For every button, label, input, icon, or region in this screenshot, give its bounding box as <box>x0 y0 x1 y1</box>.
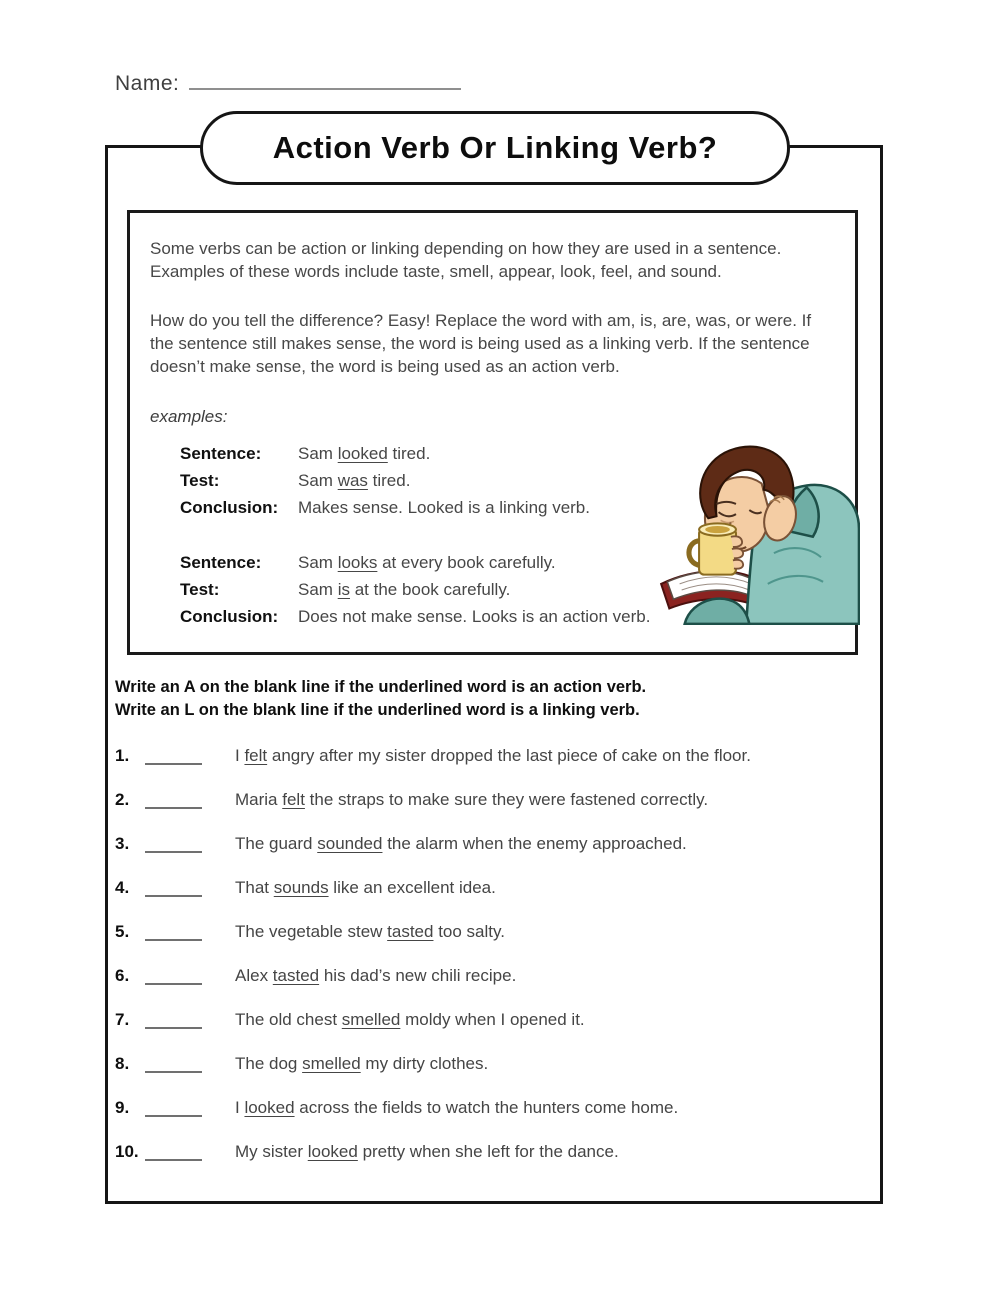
example-row-label: Conclusion: <box>180 497 279 517</box>
question-number: 6. <box>115 966 130 985</box>
answer-blank-line[interactable] <box>145 750 202 765</box>
example-row-label: Test: <box>180 579 220 599</box>
question-row <box>115 1096 860 1119</box>
question-number: 10. <box>115 1142 139 1161</box>
underlined-word: smelled <box>341 1010 401 1029</box>
name-row <box>115 72 461 96</box>
answer-blank-line[interactable] <box>145 1102 202 1117</box>
answer-blank-line[interactable] <box>145 1014 202 1029</box>
question-number: 3. <box>115 834 130 853</box>
example-row-text: Sam looked tired. <box>298 443 431 463</box>
question-sentence: I felt angry after my sister dropped the last piece of cake on the floor. <box>235 746 751 765</box>
questions-list <box>115 744 860 1184</box>
example-row-label: Sentence: <box>180 552 262 572</box>
question-number: 2. <box>115 790 130 809</box>
underlined-word: is <box>337 579 350 599</box>
mug-icon <box>689 523 743 574</box>
intro-paragraph-2: How do you tell the difference? Easy! Replace the word with am, is, are, was, or were. If the sentence still makes sense, the word is being used as a linking verb. If the sentence doesn’t make sense, the word is being used as an action verb. <box>150 311 812 377</box>
question-row <box>115 876 860 899</box>
answer-blank-line[interactable] <box>145 970 202 985</box>
underlined-word: felt <box>244 746 268 765</box>
question-row <box>115 832 860 855</box>
answer-blank-line[interactable] <box>145 1146 202 1161</box>
directions-line-2: Write an L on the blank line if the underlined word is a linking verb. <box>115 701 640 719</box>
underlined-word: tasted <box>387 922 434 941</box>
answer-blank-line[interactable] <box>145 1058 202 1073</box>
directions <box>115 676 646 722</box>
question-number: 5. <box>115 922 130 941</box>
examples-label: examples: <box>150 406 228 426</box>
question-row <box>115 744 860 767</box>
page-title: Action Verb Or Linking Verb? <box>272 130 718 165</box>
question-sentence: That sounds like an excellent idea. <box>235 878 496 897</box>
question-number: 8. <box>115 1054 130 1073</box>
question-row <box>115 1008 860 1031</box>
question-sentence: The vegetable stew tasted too salty. <box>235 922 505 941</box>
title-pill <box>200 111 790 185</box>
answer-blank-line[interactable] <box>145 926 202 941</box>
example-row-label: Conclusion: <box>180 606 279 626</box>
intro-paragraph-1: Some verbs can be action or linking depending on how they are used in a sentence. Examples of these words include taste, smell, appear, look, feel, and sound. <box>150 239 782 282</box>
question-sentence: The dog smelled my dirty clothes. <box>235 1054 489 1073</box>
example-row-text: Makes sense. Looked is a linking verb. <box>298 497 590 517</box>
example-row-text: Sam was tired. <box>298 470 411 490</box>
name-blank-line[interactable] <box>189 72 461 90</box>
question-row <box>115 920 860 943</box>
example-row-label: Test: <box>180 470 220 490</box>
directions-line-1: Write an A on the blank line if the underlined word is an action verb. <box>115 678 647 696</box>
example-row-text: Sam is at the book carefully. <box>298 579 511 599</box>
underlined-word: was <box>337 470 368 490</box>
underlined-word: smelled <box>302 1054 361 1073</box>
underlined-word: sounded <box>317 834 383 853</box>
answer-blank-line[interactable] <box>145 838 202 853</box>
question-row <box>115 1140 860 1163</box>
question-sentence: The old chest smelled moldy when I opened it. <box>235 1010 585 1029</box>
underlined-word: sounds <box>273 878 329 897</box>
underlined-word: looked <box>307 1142 358 1161</box>
question-sentence: The guard sounded the alarm when the enemy approached. <box>235 834 687 853</box>
underlined-word: tasted <box>272 966 320 985</box>
question-number: 9. <box>115 1098 130 1117</box>
question-number: 7. <box>115 1010 130 1029</box>
tired-reader-illustration <box>655 430 860 625</box>
question-row <box>115 1052 860 1075</box>
underlined-word: looked <box>337 443 388 463</box>
example-row-text: Sam looks at every book carefully. <box>298 552 556 572</box>
question-row <box>115 788 860 811</box>
underlined-word: looked <box>244 1098 295 1117</box>
example-row-label: Sentence: <box>180 443 262 463</box>
underlined-word: felt <box>282 790 305 809</box>
answer-blank-line[interactable] <box>145 882 202 897</box>
question-row <box>115 964 860 987</box>
question-number: 4. <box>115 878 130 897</box>
answer-blank-line[interactable] <box>145 794 202 809</box>
question-sentence: My sister looked pretty when she left for the dance. <box>235 1142 619 1161</box>
example-row-text: Does not make sense. Looks is an action verb. <box>298 606 651 626</box>
name-label: Name: <box>115 72 180 95</box>
question-sentence: I looked across the fields to watch the hunters come home. <box>235 1098 679 1117</box>
question-number: 1. <box>115 746 130 765</box>
underlined-word: looks <box>337 552 378 572</box>
question-sentence: Alex tasted his dad’s new chili recipe. <box>235 966 517 985</box>
question-sentence: Maria felt the straps to make sure they were fastened correctly. <box>235 790 709 809</box>
